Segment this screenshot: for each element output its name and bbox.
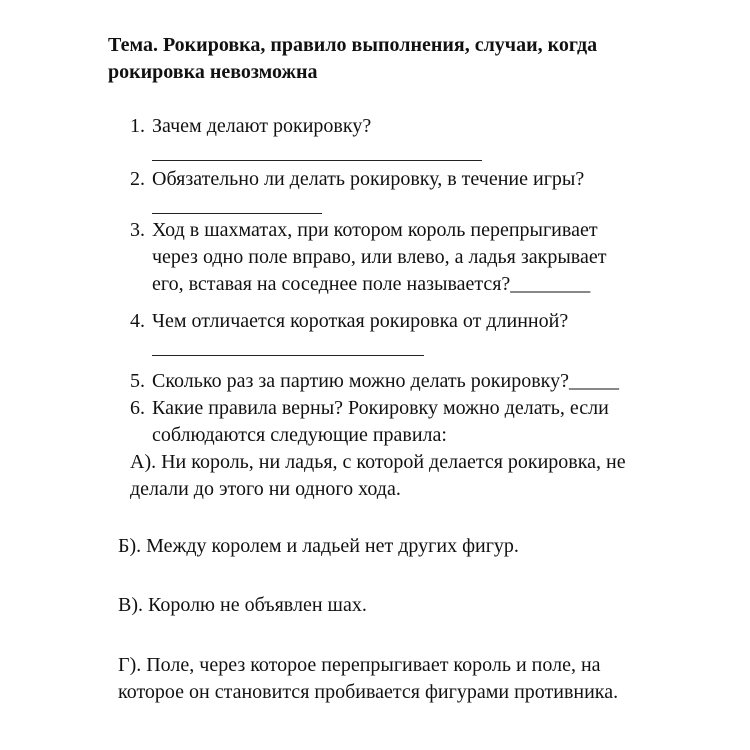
title-line-2: рокировка невозможна bbox=[108, 61, 318, 83]
page-title bbox=[108, 32, 708, 86]
question-text: Чем отличается короткая рокировка от длинной? bbox=[152, 310, 569, 332]
question-6-line-2: соблюдаются следующие правила: bbox=[152, 424, 447, 446]
option-b: Б). Между королем и ладьей нет других фигур. bbox=[118, 535, 519, 557]
option-v: В). Королю не объявлен шах. bbox=[118, 594, 367, 616]
question-6 bbox=[130, 395, 609, 422]
question-text: Ход в шахматах, при котором король перепрыгивает bbox=[152, 219, 598, 241]
question-3-line-2: через одно поле вправо, или влево, а ладья закрывает bbox=[152, 246, 607, 268]
option-a-line-1: А). Ни король, ни ладья, с которой делается рокировка, не bbox=[130, 451, 626, 473]
question-4 bbox=[130, 308, 568, 335]
question-3-line-3: его, вставая на соседнее поле называется?________ bbox=[152, 273, 591, 295]
title-line-1: Тема. Рокировка, правило выполнения, случаи, когда bbox=[108, 34, 598, 56]
question-1 bbox=[130, 113, 371, 140]
answer-line-1[interactable] bbox=[152, 160, 482, 161]
question-number: 4. bbox=[130, 310, 145, 332]
question-text: Сколько раз за партию можно делать рокировку?_____ bbox=[152, 370, 619, 392]
question-text: Обязательно ли делать рокировку, в течение игры? bbox=[152, 168, 585, 190]
question-text: Зачем делают рокировку? bbox=[152, 115, 372, 137]
answer-line-2[interactable] bbox=[152, 213, 322, 214]
question-3 bbox=[130, 217, 598, 244]
option-g-line-1: Г). Поле, через которое перепрыгивает король и поле, на bbox=[118, 654, 601, 676]
option-g-line-2: которое он становится пробивается фигурами противника. bbox=[118, 681, 619, 703]
question-5 bbox=[130, 368, 619, 395]
answer-line-4[interactable] bbox=[152, 355, 424, 356]
question-2 bbox=[130, 166, 584, 193]
question-number: 1. bbox=[130, 115, 145, 137]
option-a-line-2: делали до этого ни одного хода. bbox=[130, 478, 401, 500]
question-number: 3. bbox=[130, 219, 145, 241]
question-number: 6. bbox=[130, 397, 145, 419]
question-text: Какие правила верны? Рокировку можно делать, если bbox=[152, 397, 609, 419]
question-number: 2. bbox=[130, 168, 145, 190]
question-number: 5. bbox=[130, 370, 145, 392]
